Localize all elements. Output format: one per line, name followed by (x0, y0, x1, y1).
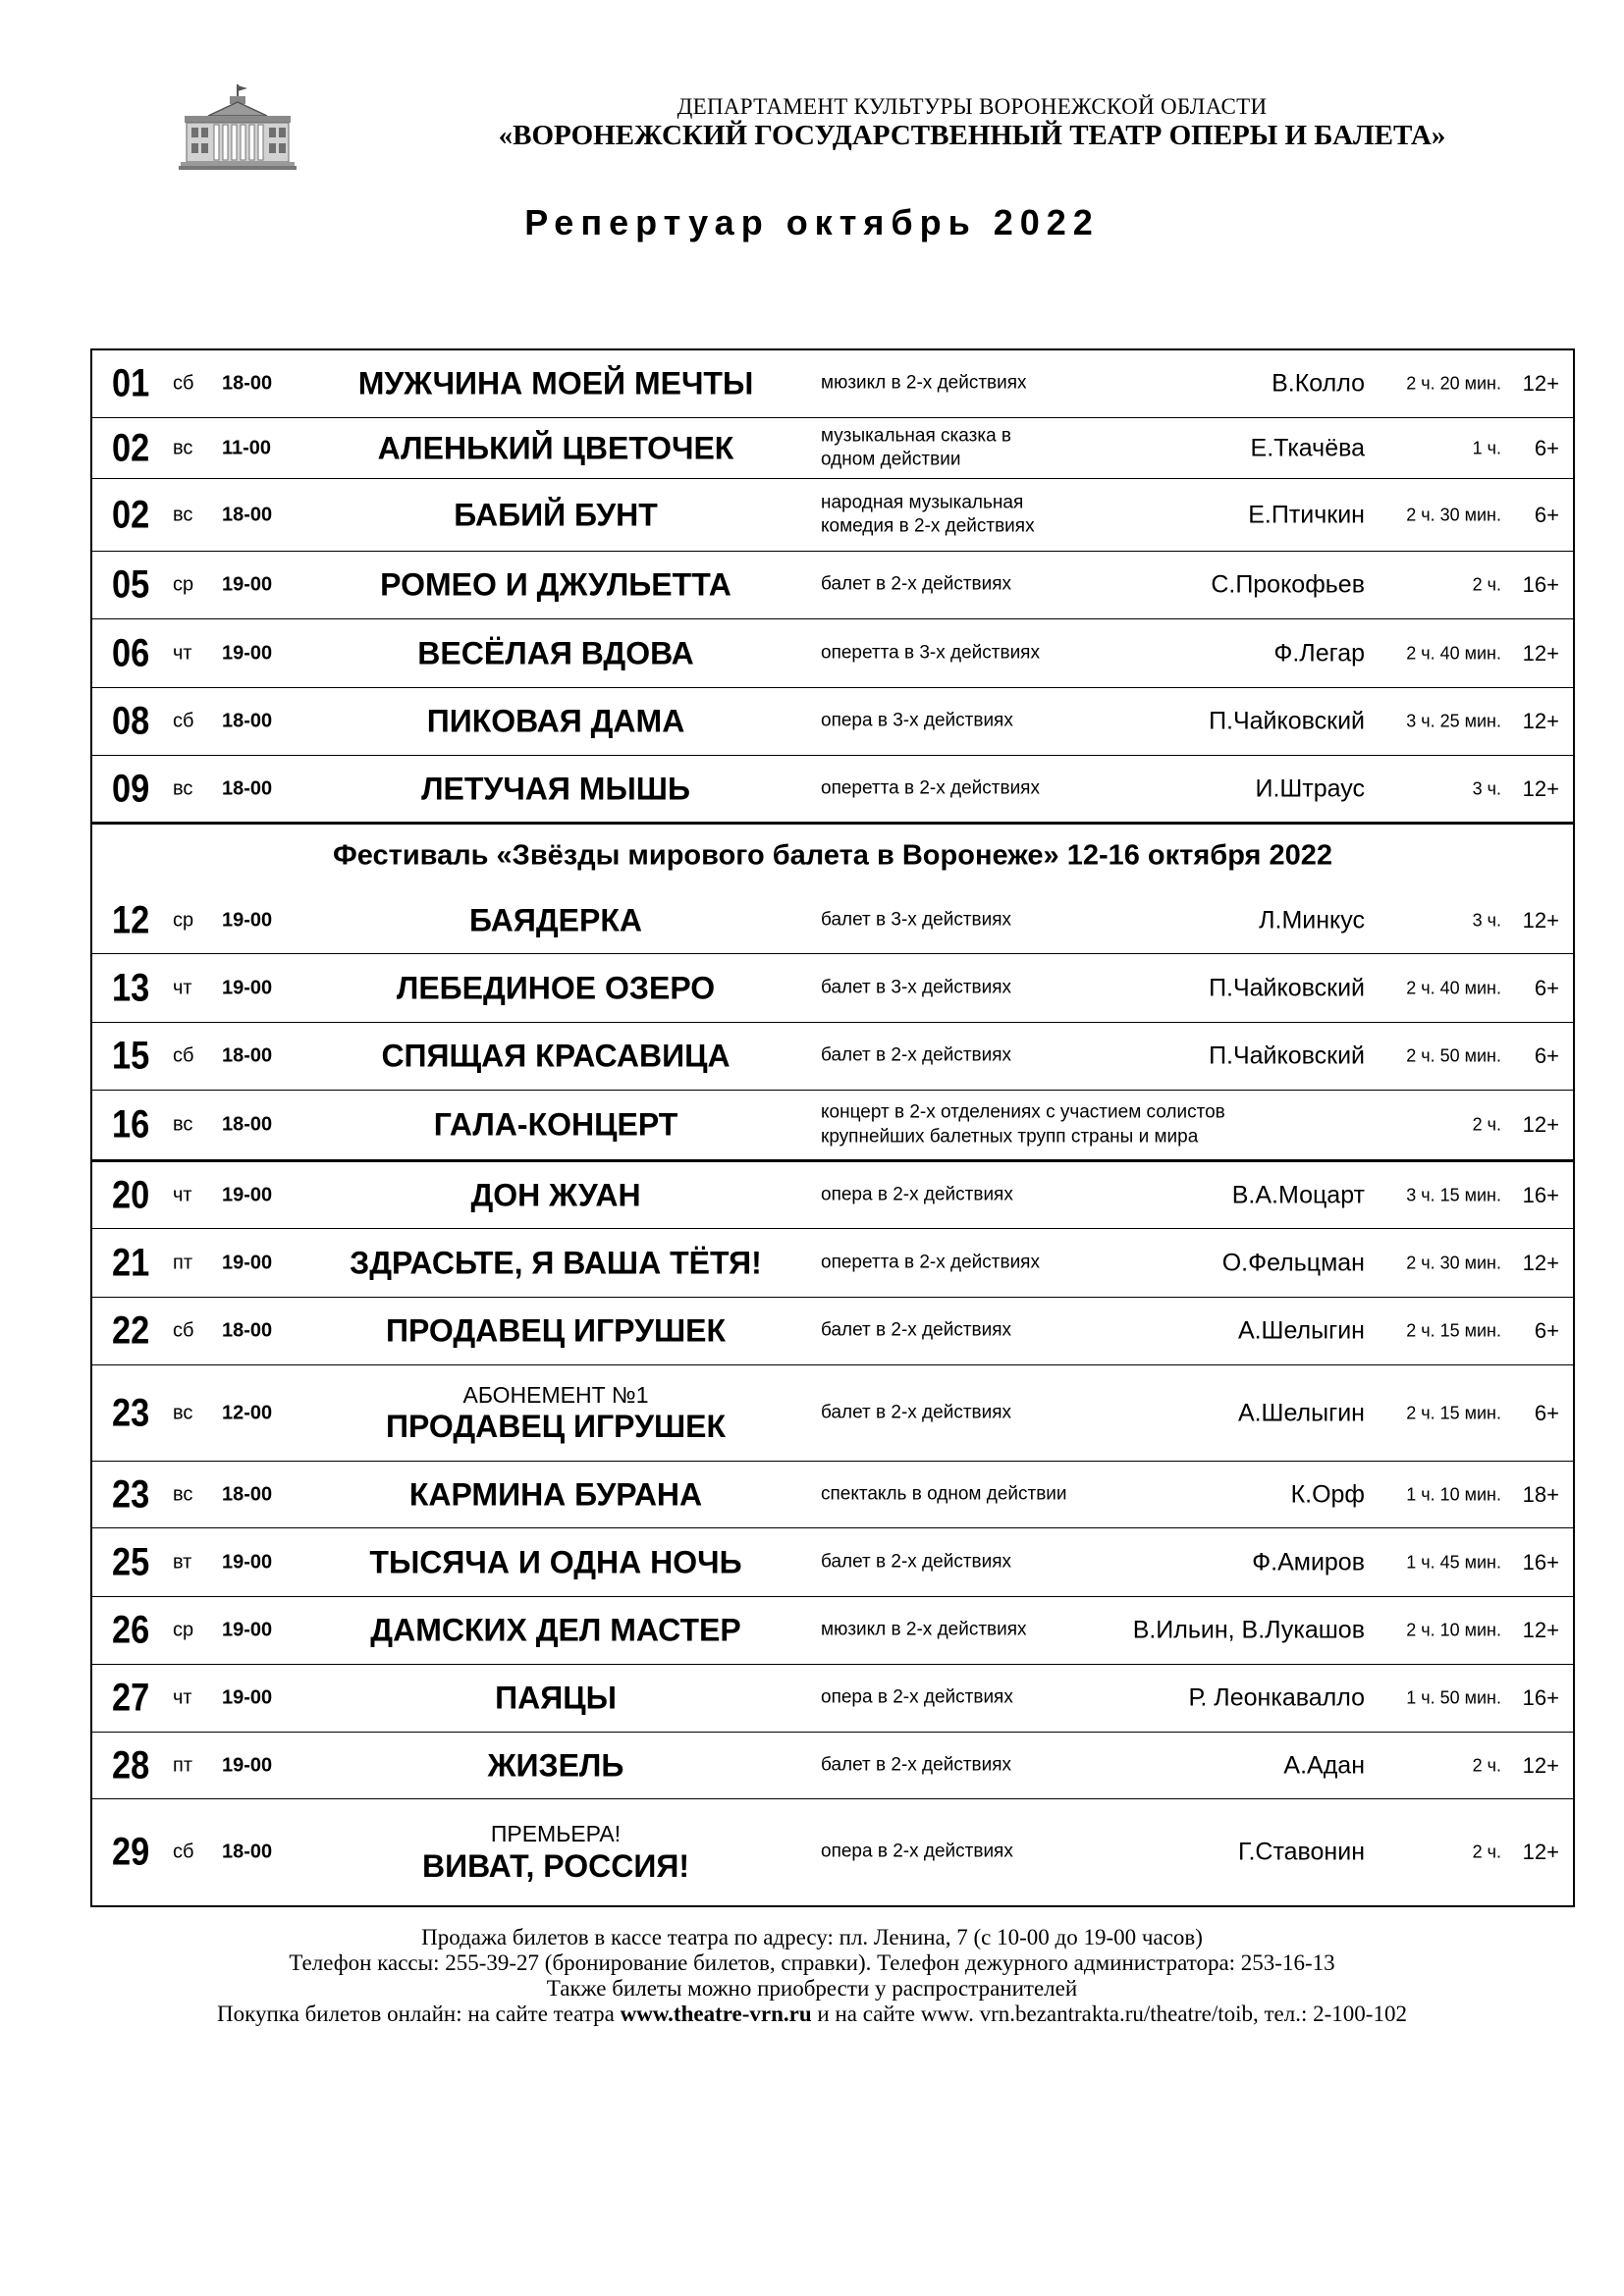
performance-genre: опера в 3-х действиях (821, 710, 1013, 731)
age-rating: 6+ (1534, 975, 1559, 1000)
performance-duration: 2 ч. (1472, 1114, 1501, 1135)
performance-day: 23 (112, 1391, 150, 1434)
performance-genre: мюзикл в 2-х действиях (821, 372, 1027, 394)
performance-day: 02 (112, 426, 150, 469)
performance-day: 01 (112, 361, 150, 405)
performance-day: 28 (112, 1743, 150, 1787)
age-rating: 6+ (1534, 1043, 1559, 1068)
age-rating: 12+ (1522, 1840, 1559, 1864)
age-rating: 12+ (1522, 1618, 1559, 1642)
table-row (92, 688, 1573, 756)
performance-weekday: вс (173, 437, 193, 458)
performance-composer: И.Штраус (1255, 774, 1365, 802)
performance-composer: Л.Минкус (1259, 906, 1365, 934)
performance-composer: О.Фельцман (1221, 1249, 1365, 1276)
performance-composer: К.Орф (1290, 1480, 1365, 1508)
performance-weekday: чт (173, 642, 192, 664)
performance-duration: 2 ч. 30 мин. (1406, 505, 1501, 524)
performance-time: 18-00 (222, 1483, 273, 1505)
performance-genre: оперетта в 3-х действиях (821, 642, 1040, 664)
age-rating: 18+ (1522, 1481, 1559, 1507)
performance-weekday: ср (173, 1619, 194, 1641)
performance-duration: 2 ч. (1472, 1842, 1501, 1862)
performance-composer: П.Чайковский (1209, 1041, 1365, 1070)
performance-genre: балет в 3-х действиях (821, 977, 1012, 998)
festival-title: Фестиваль «Звёзды мирового балета в Воронеже» 12-16 октября 2022 (332, 839, 1333, 872)
performance-title: РОМЕО И ДЖУЛЬЕТТА (380, 566, 731, 603)
performance-duration: 2 ч. 30 мин. (1406, 1253, 1501, 1272)
table-row (92, 418, 1573, 479)
performance-day: 26 (112, 1608, 150, 1652)
performance-duration: 2 ч. 15 мин. (1406, 1320, 1501, 1341)
performance-day: 09 (112, 767, 150, 810)
performance-genre: балет в 2-х действиях (821, 1402, 1012, 1423)
performance-genre: оперетта в 2-х действиях (821, 777, 1040, 799)
performance-day: 27 (112, 1676, 150, 1720)
performance-title: ВЕСЁЛАЯ ВДОВА (417, 635, 694, 671)
table-row (92, 479, 1573, 552)
performance-title: ГАЛА-КОНЦЕРТ (433, 1106, 678, 1143)
performance-genre: спектакль в одном действии (821, 1483, 1067, 1505)
performance-duration: 2 ч. 15 мин. (1406, 1403, 1501, 1422)
performance-weekday: сб (173, 1044, 194, 1067)
department-name: ДЕПАРТАМЕНТ КУЛЬТУРЫ ВОРОНЕЖСКОЙ ОБЛАСТИ (677, 94, 1268, 119)
performance-weekday: вс (173, 777, 193, 799)
performance-weekday: пт (173, 1252, 192, 1273)
table-row (92, 1528, 1573, 1597)
performance-genre: музыкальная сказка в одном действии (821, 424, 1012, 470)
performance-day: 08 (112, 699, 150, 743)
performance-day: 02 (112, 493, 150, 536)
theatre-name: «ВОРОНЕЖСКИЙ ГОСУДАРСТВЕННЫЙ ТЕАТР ОПЕРЫ И БАЛЕТА» (498, 120, 1446, 151)
performance-composer: В.А.Моцарт (1231, 1181, 1365, 1208)
performance-genre: балет в 2-х действиях (821, 1551, 1012, 1573)
repertoire-table (90, 348, 1575, 1907)
performance-title: ЖИЗЕЛЬ (487, 1747, 624, 1784)
performance-weekday: чт (173, 1184, 192, 1205)
performance-day: 12 (112, 898, 150, 941)
performance-weekday: ср (173, 909, 194, 931)
performance-title: АЛЕНЬКИЙ ЦВЕТОЧЕК (377, 430, 734, 466)
performance-genre: опера в 2-х действиях (821, 1686, 1013, 1708)
table-row (92, 1229, 1573, 1298)
performance-composer: С.Прокофьев (1211, 570, 1365, 599)
performance-duration: 1 ч. 45 мин. (1406, 1552, 1501, 1572)
theatre-website-link[interactable]: www.theatre-vrn.ru (620, 2001, 812, 2026)
performance-duration: 2 ч. 20 мин. (1406, 373, 1501, 394)
theatre-building-icon (179, 82, 297, 173)
performance-time: 18-00 (222, 1113, 273, 1136)
performance-time: 18-00 (222, 710, 273, 732)
performance-genre: мюзикл в 2-х действиях (821, 1619, 1027, 1640)
age-rating: 6+ (1534, 1318, 1559, 1343)
performance-time: 19-00 (222, 1184, 273, 1205)
age-rating: 12+ (1522, 640, 1559, 666)
performance-duration: 2 ч. 40 мин. (1406, 643, 1501, 663)
performance-day: 22 (112, 1308, 150, 1353)
performance-time: 19-00 (222, 909, 273, 931)
performance-duration: 1 ч. (1472, 438, 1501, 457)
performance-day: 21 (112, 1241, 150, 1284)
performance-title: ЛЕТУЧАЯ МЫШЬ (421, 771, 690, 807)
age-rating: 16+ (1522, 1549, 1559, 1575)
performance-genre: балет в 2-х действиях (821, 1044, 1012, 1066)
performance-duration: 2 ч. 40 мин. (1406, 978, 1501, 997)
performance-time: 19-00 (222, 1686, 273, 1709)
performance-duration: 1 ч. 50 мин. (1406, 1687, 1501, 1708)
performance-time: 19-00 (222, 642, 273, 664)
performance-weekday: сб (173, 1841, 194, 1863)
performance-composer: П.Чайковский (1209, 974, 1365, 1001)
performance-time: 18-00 (222, 1044, 273, 1067)
performance-weekday: вс (173, 504, 193, 525)
performance-day: 20 (112, 1173, 150, 1216)
performance-duration: 3 ч. 15 мин. (1406, 1185, 1501, 1204)
performance-title: СПЯЩАЯ КРАСАВИЦА (381, 1038, 731, 1074)
performance-weekday: вс (173, 1402, 193, 1423)
performance-weekday: сб (173, 1319, 194, 1342)
performance-subtitle: АБОНЕМЕНТ №1 (462, 1381, 649, 1408)
performance-time: 19-00 (222, 573, 273, 596)
performance-title: ПРОДАВЕЦ ИГРУШЕК (385, 1312, 726, 1349)
performance-duration: 2 ч. (1472, 574, 1501, 595)
table-row (92, 619, 1573, 688)
performance-title: БАБИЙ БУНТ (454, 497, 658, 533)
performance-weekday: ср (173, 573, 194, 596)
age-rating: 12+ (1522, 775, 1559, 801)
performance-time: 19-00 (222, 977, 273, 998)
performance-weekday: вт (173, 1551, 192, 1573)
performance-composer: Ф.Амиров (1252, 1548, 1365, 1575)
performance-duration: 3 ч. (1472, 778, 1501, 798)
age-rating: 12+ (1522, 907, 1559, 933)
performance-composer: А.Шелыгин (1237, 1316, 1365, 1345)
performance-day: 23 (112, 1472, 150, 1516)
table-row (92, 887, 1573, 954)
performance-composer: П.Чайковский (1209, 707, 1365, 735)
performance-day: 06 (112, 631, 150, 674)
age-rating: 12+ (1522, 1112, 1559, 1137)
performance-time: 18-00 (222, 372, 273, 395)
performance-title: МУЖЧИНА МОЕЙ МЕЧТЫ (357, 365, 754, 401)
performance-genre: опера в 2-х действиях (821, 1184, 1013, 1205)
performance-composer: Ф.Легар (1273, 639, 1365, 667)
age-rating: 12+ (1522, 1752, 1559, 1778)
performance-day: 29 (112, 1830, 150, 1874)
age-rating: 6+ (1534, 435, 1559, 460)
performance-weekday: чт (173, 977, 192, 998)
performance-duration: 2 ч. 50 мин. (1406, 1045, 1501, 1066)
performance-title: ЗДРАСЬТЕ, Я ВАША ТЁТЯ! (350, 1245, 762, 1281)
performance-genre: балет в 2-х действиях (821, 573, 1012, 595)
performance-composer: А.Шелыгин (1237, 1399, 1365, 1426)
performance-duration: 1 ч. 10 мин. (1406, 1484, 1501, 1504)
distributors-note: Также билеты можно приобрести у распространителей (546, 1975, 1078, 2001)
performance-composer: В.Ильин, В.Лукашов (1132, 1616, 1365, 1644)
age-rating: 16+ (1522, 1685, 1559, 1710)
performance-title: ТЫСЯЧА И ОДНА НОЧЬ (369, 1544, 742, 1580)
performance-composer: Г.Ставонин (1237, 1838, 1365, 1866)
performance-subtitle: ПРЕМЬЕРА! (490, 1820, 622, 1846)
festival-banner (92, 825, 1573, 887)
performance-title: ПИКОВАЯ ДАМА (426, 703, 685, 739)
performance-day: 25 (112, 1540, 150, 1583)
performance-composer: Р. Леонкавалло (1188, 1683, 1365, 1712)
performance-time: 19-00 (222, 1619, 273, 1641)
performance-duration: 3 ч. 25 мин. (1406, 711, 1501, 731)
performance-composer: В.Колло (1272, 369, 1365, 398)
age-rating: 12+ (1522, 1250, 1559, 1275)
performance-time: 18-00 (222, 777, 273, 799)
performance-genre: концерт в 2-х отделениях с участием солистов крупнейших балетных трупп страны и мира (821, 1101, 1225, 1147)
performance-day: 05 (112, 562, 150, 607)
performance-duration: 3 ч. (1472, 910, 1501, 930)
performance-title: ДОН ЖУАН (470, 1177, 641, 1213)
table-row (92, 1799, 1573, 1905)
table-row (92, 1298, 1573, 1365)
performance-day: 13 (112, 966, 150, 1009)
box-office-address: Продажа билетов в кассе театра по адресу: пл. Ленина, 7 (с 10-00 до 19-00 часов) (421, 1925, 1203, 1949)
performance-composer: Е.Птичкин (1248, 501, 1365, 528)
page-title: Репертуар октябрь 2022 (524, 202, 1100, 242)
table-row (92, 1365, 1573, 1462)
performance-time: 19-00 (222, 1551, 273, 1573)
performance-genre: народная музыкальная комедия в 2-х действиях (821, 491, 1035, 537)
table-row (92, 1597, 1573, 1665)
performance-time: 18-00 (222, 504, 273, 525)
table-row (92, 1665, 1573, 1733)
age-rating: 16+ (1522, 572, 1559, 597)
table-row (92, 350, 1573, 418)
performance-time: 19-00 (222, 1252, 273, 1273)
performance-weekday: вс (173, 1483, 193, 1505)
performance-composer: Е.Ткачёва (1250, 434, 1365, 461)
performance-title: АБОНЕМЕНТ №1 ПРОДАВЕЦ ИГРУШЕК (310, 1381, 801, 1444)
age-rating: 16+ (1522, 1182, 1559, 1207)
age-rating: 12+ (1522, 709, 1559, 733)
performance-genre: балет в 2-х действиях (821, 1754, 1012, 1776)
performance-title: ДАМСКИХ ДЕЛ МАСТЕР (370, 1612, 741, 1648)
performance-day: 15 (112, 1034, 150, 1078)
performance-weekday: сб (173, 710, 194, 732)
performance-time: 11-00 (222, 437, 272, 458)
performance-time: 18-00 (222, 1841, 273, 1863)
table-row (92, 1462, 1573, 1528)
performance-composer: А.Адан (1283, 1751, 1365, 1779)
table-row (92, 954, 1573, 1023)
performance-genre: балет в 3-х действиях (821, 909, 1012, 931)
performance-weekday: вс (173, 1113, 193, 1136)
table-row (92, 1091, 1573, 1162)
performance-title: ПРЕМЬЕРА! ВИВАТ, РОССИЯ! (310, 1821, 801, 1884)
performance-title: ПАЯЦЫ (495, 1680, 617, 1716)
performance-title: КАРМИНА БУРАНА (408, 1476, 703, 1513)
table-row (92, 1733, 1573, 1799)
performance-duration: 2 ч. 10 мин. (1406, 1620, 1501, 1640)
performance-time: 12-00 (222, 1402, 273, 1423)
performance-duration: 2 ч. (1472, 1755, 1501, 1775)
performance-weekday: сб (173, 372, 194, 395)
performance-weekday: пт (173, 1754, 192, 1776)
performance-day: 16 (112, 1102, 150, 1147)
performance-time: 18-00 (222, 1319, 273, 1342)
performance-time: 19-00 (222, 1754, 273, 1776)
box-office-phones: Телефон кассы: 255-39-27 (бронирование билетов, справки). Телефон дежурного администратора: 253-16-13 (289, 1949, 1335, 1975)
age-rating: 6+ (1534, 1400, 1559, 1425)
online-purchase: Покупка билетов онлайн: на сайте театра www.theatre-vrn.ru и на сайте www. vrn.bezantrakta.ru/theatre/toib, тел.: 2-100-102 (217, 2001, 1407, 2026)
performance-title: ЛЕБЕДИНОЕ ОЗЕРО (396, 970, 716, 1006)
performance-title: БАЯДЕРКА (468, 902, 642, 938)
performance-genre: балет в 2-х действиях (821, 1319, 1012, 1341)
performance-weekday: чт (173, 1686, 192, 1709)
table-row (92, 1023, 1573, 1091)
performance-genre: опера в 2-х действиях (821, 1841, 1013, 1862)
age-rating: 12+ (1522, 371, 1559, 396)
ticket-info (0, 1925, 1624, 2027)
table-row (92, 756, 1573, 825)
table-row (92, 552, 1573, 619)
table-row (92, 1162, 1573, 1229)
performance-genre: оперетта в 2-х действиях (821, 1252, 1040, 1273)
age-rating: 6+ (1534, 502, 1559, 527)
